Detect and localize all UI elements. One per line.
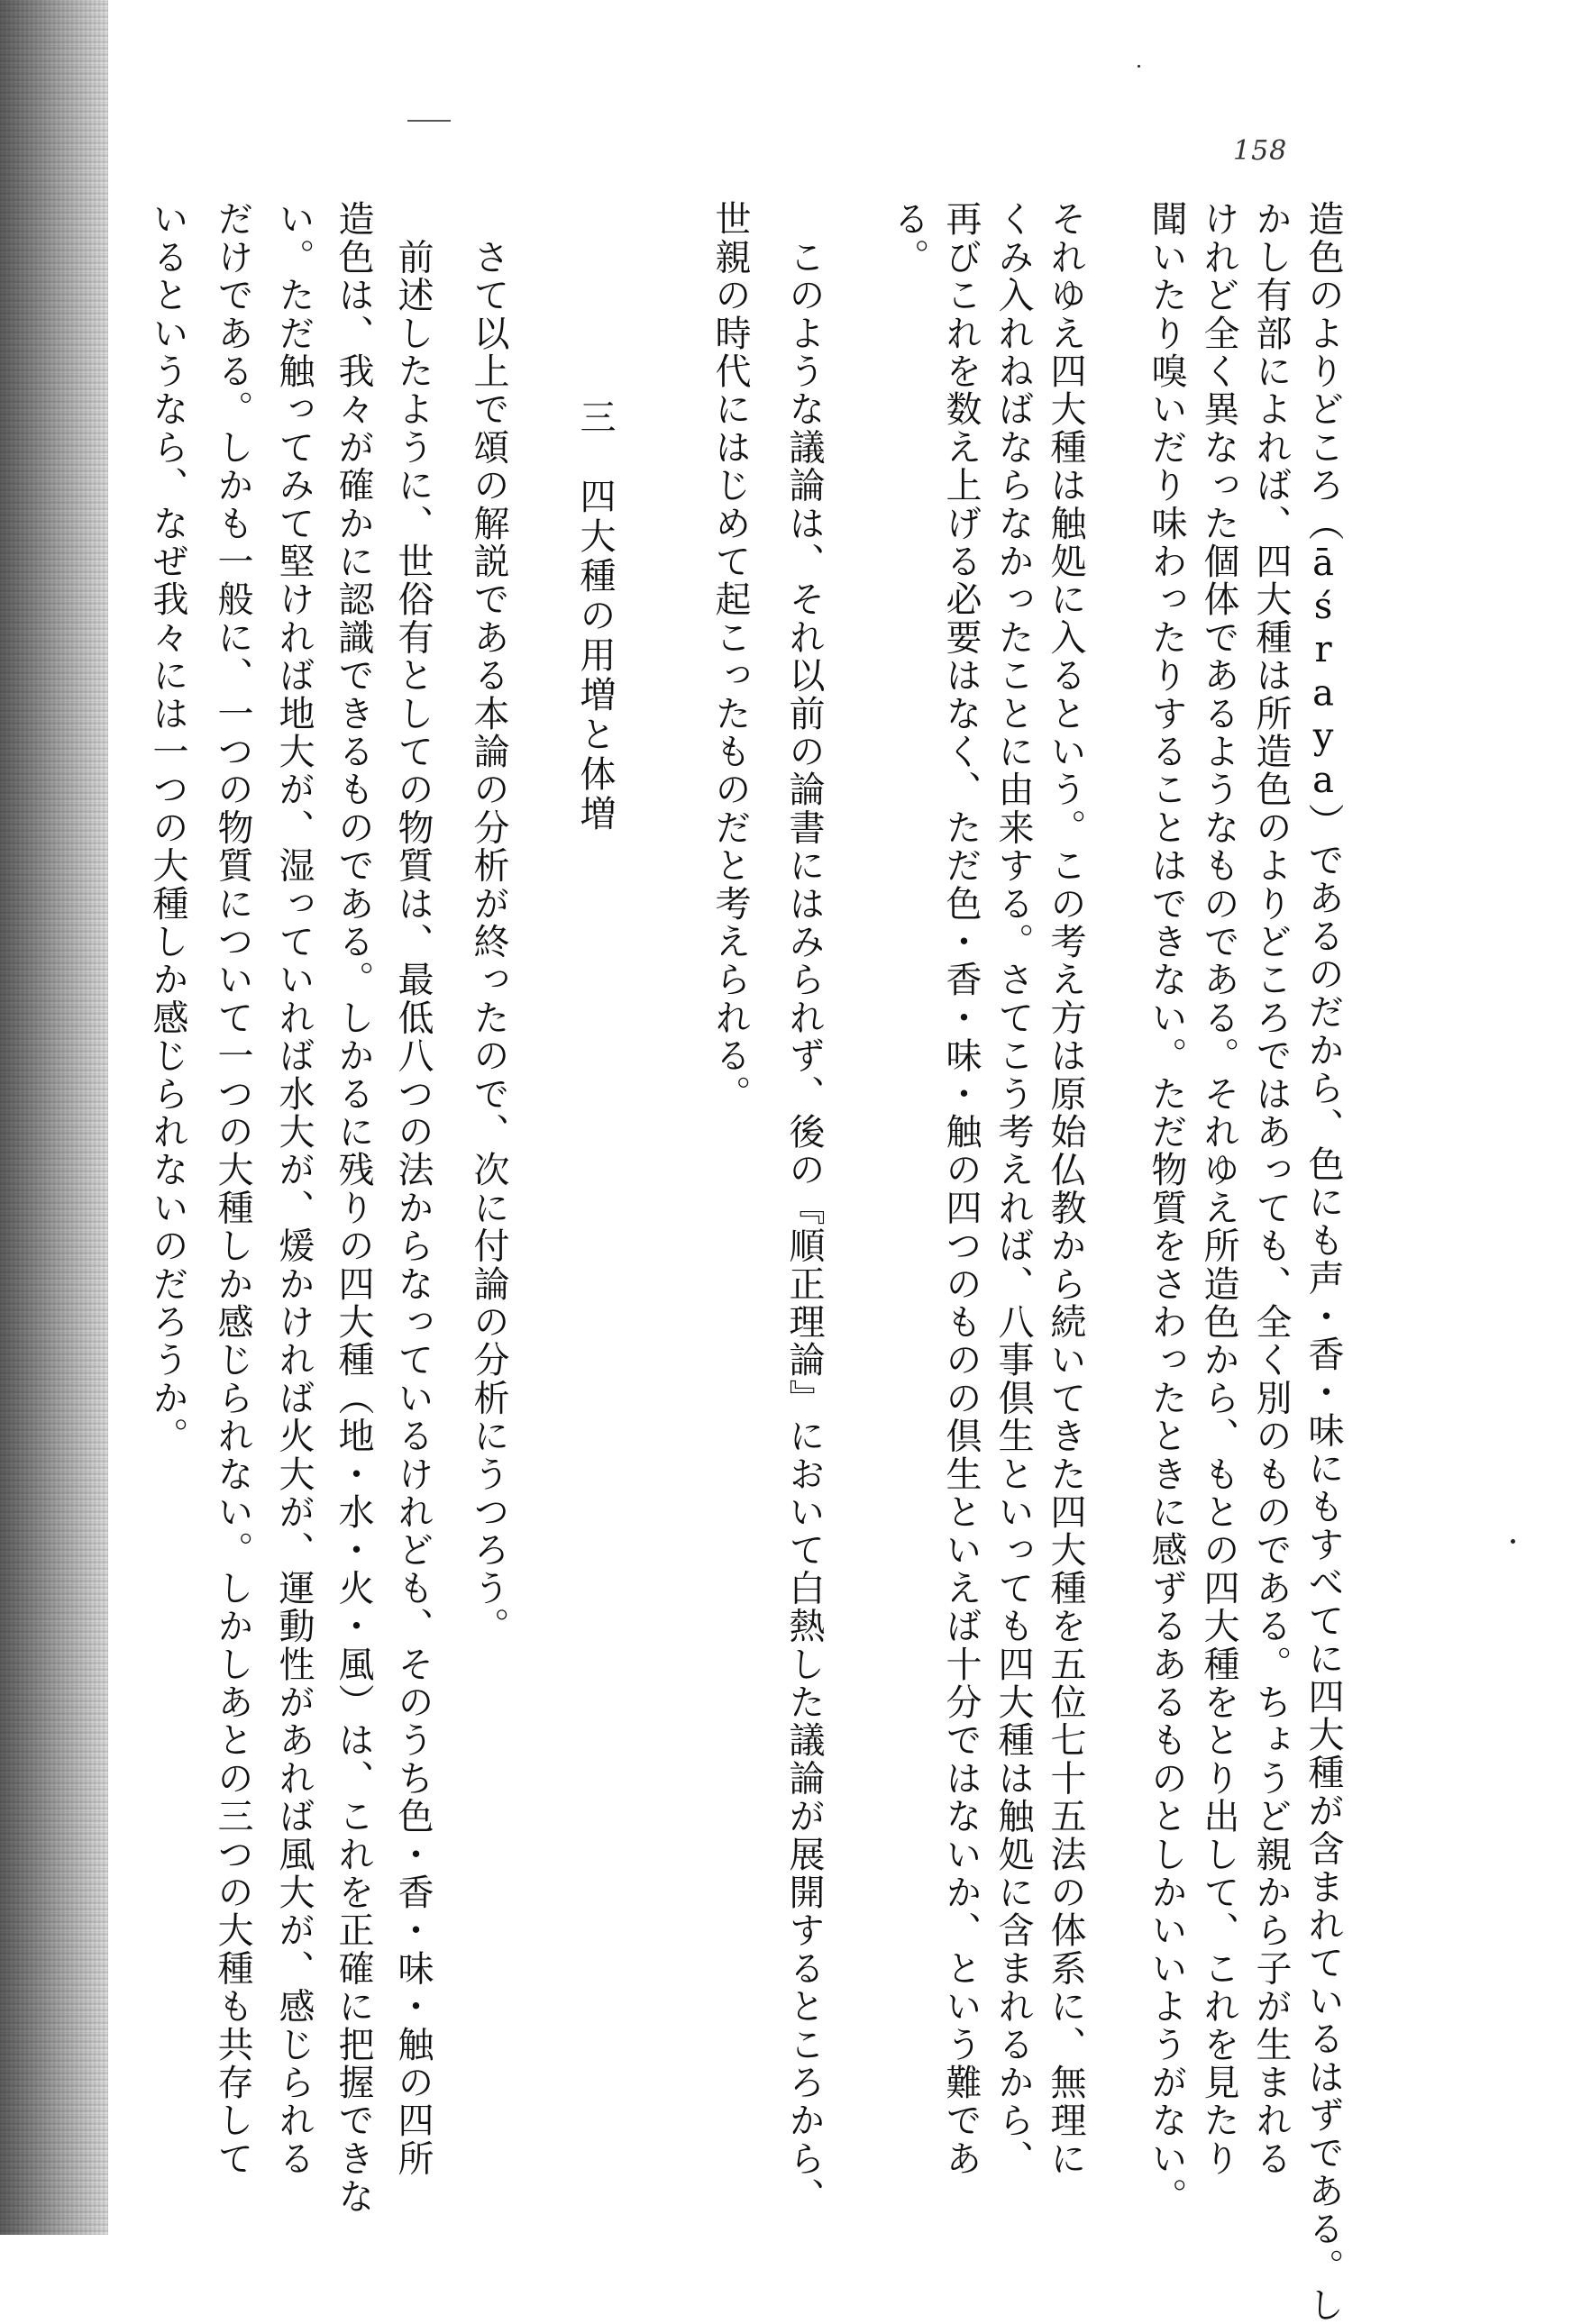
text-line: い。ただ触ってみて堅ければ地大が、湿っていれば水大が、煖かければ火大が、運動性があれば風大が、感じられる bbox=[273, 200, 315, 2178]
text-line: いるというなら、なぜ我々には一つの大種しか感じられないのだろうか。 bbox=[147, 200, 188, 1455]
text-line: このような議論は、それ以前の論書にはみられず、後の『順正理論』において白熱した議論が展開するところから、 bbox=[783, 200, 825, 2216]
text-line: 造色のよりどころ（āśraya）であるのだから、色にも声・香・味にもすべてに四大種が含まれているはずである。し bbox=[1302, 200, 1344, 2324]
scan-artifact bbox=[1511, 1539, 1515, 1544]
scan-artifact bbox=[407, 120, 451, 122]
section-heading: 三 四大種の用増と体増 bbox=[574, 398, 616, 834]
text-line: 再びこれを数え上げる必要はなく、ただ色・香・味・触の四つのものの倶生といえば十分ではないか、という難であ bbox=[940, 200, 982, 2178]
text-line: さて以上で頌の解説である本論の分析が終ったので、次に付論の分析にうつろう。 bbox=[468, 200, 509, 1645]
text-line: 世親の時代にはじめて起こったものだと考えられる。 bbox=[709, 200, 751, 1113]
text-line: けれど全く異なった個体であるようなものである。それゆえ所造色から、もとの四大種をとり出して、これを見たり bbox=[1198, 200, 1239, 2178]
text-line: 聞いたり嗅いだり味わったりすることはできない。ただ物質をさわったときに感ずるあるものとしかいいようがない。 bbox=[1146, 200, 1187, 2216]
text-line: 造色は、我々が確かに認識できるものである。しかるに残りの四大種（地・水・火・風）は、これを正確に把握できな bbox=[333, 200, 374, 2216]
text-line: 前述したように、世俗有としての物質は、最低八つの法からなっているけれども、そのうち色・香・味・触の四所 bbox=[392, 200, 434, 2178]
text-line: くみ入れねばならなかったことに由来する。さてこう考えれば、八事倶生といっても四大種は触処に含まれるから、 bbox=[992, 200, 1034, 2178]
scan-artifact bbox=[1138, 65, 1140, 68]
scan-shadow-edge bbox=[0, 0, 108, 2235]
page-number: 158 bbox=[1233, 135, 1288, 167]
text-line: だけである。しかも一般に、一つの物質について一つの大種しか感じられない。しかしあとの三つの大種も共存して bbox=[212, 200, 253, 2178]
text-line: かし有部によれば、四大種は所造色のよりどころではあっても、全く別のものである。ちょうど親から子が生まれる bbox=[1250, 200, 1292, 2178]
text-line: る。 bbox=[888, 200, 929, 277]
text-line: それゆえ四大種は触処に入るという。この考え方は原始仏教から続いてきた四大種を五位七十五法の体系に、無理に bbox=[1045, 200, 1086, 2178]
